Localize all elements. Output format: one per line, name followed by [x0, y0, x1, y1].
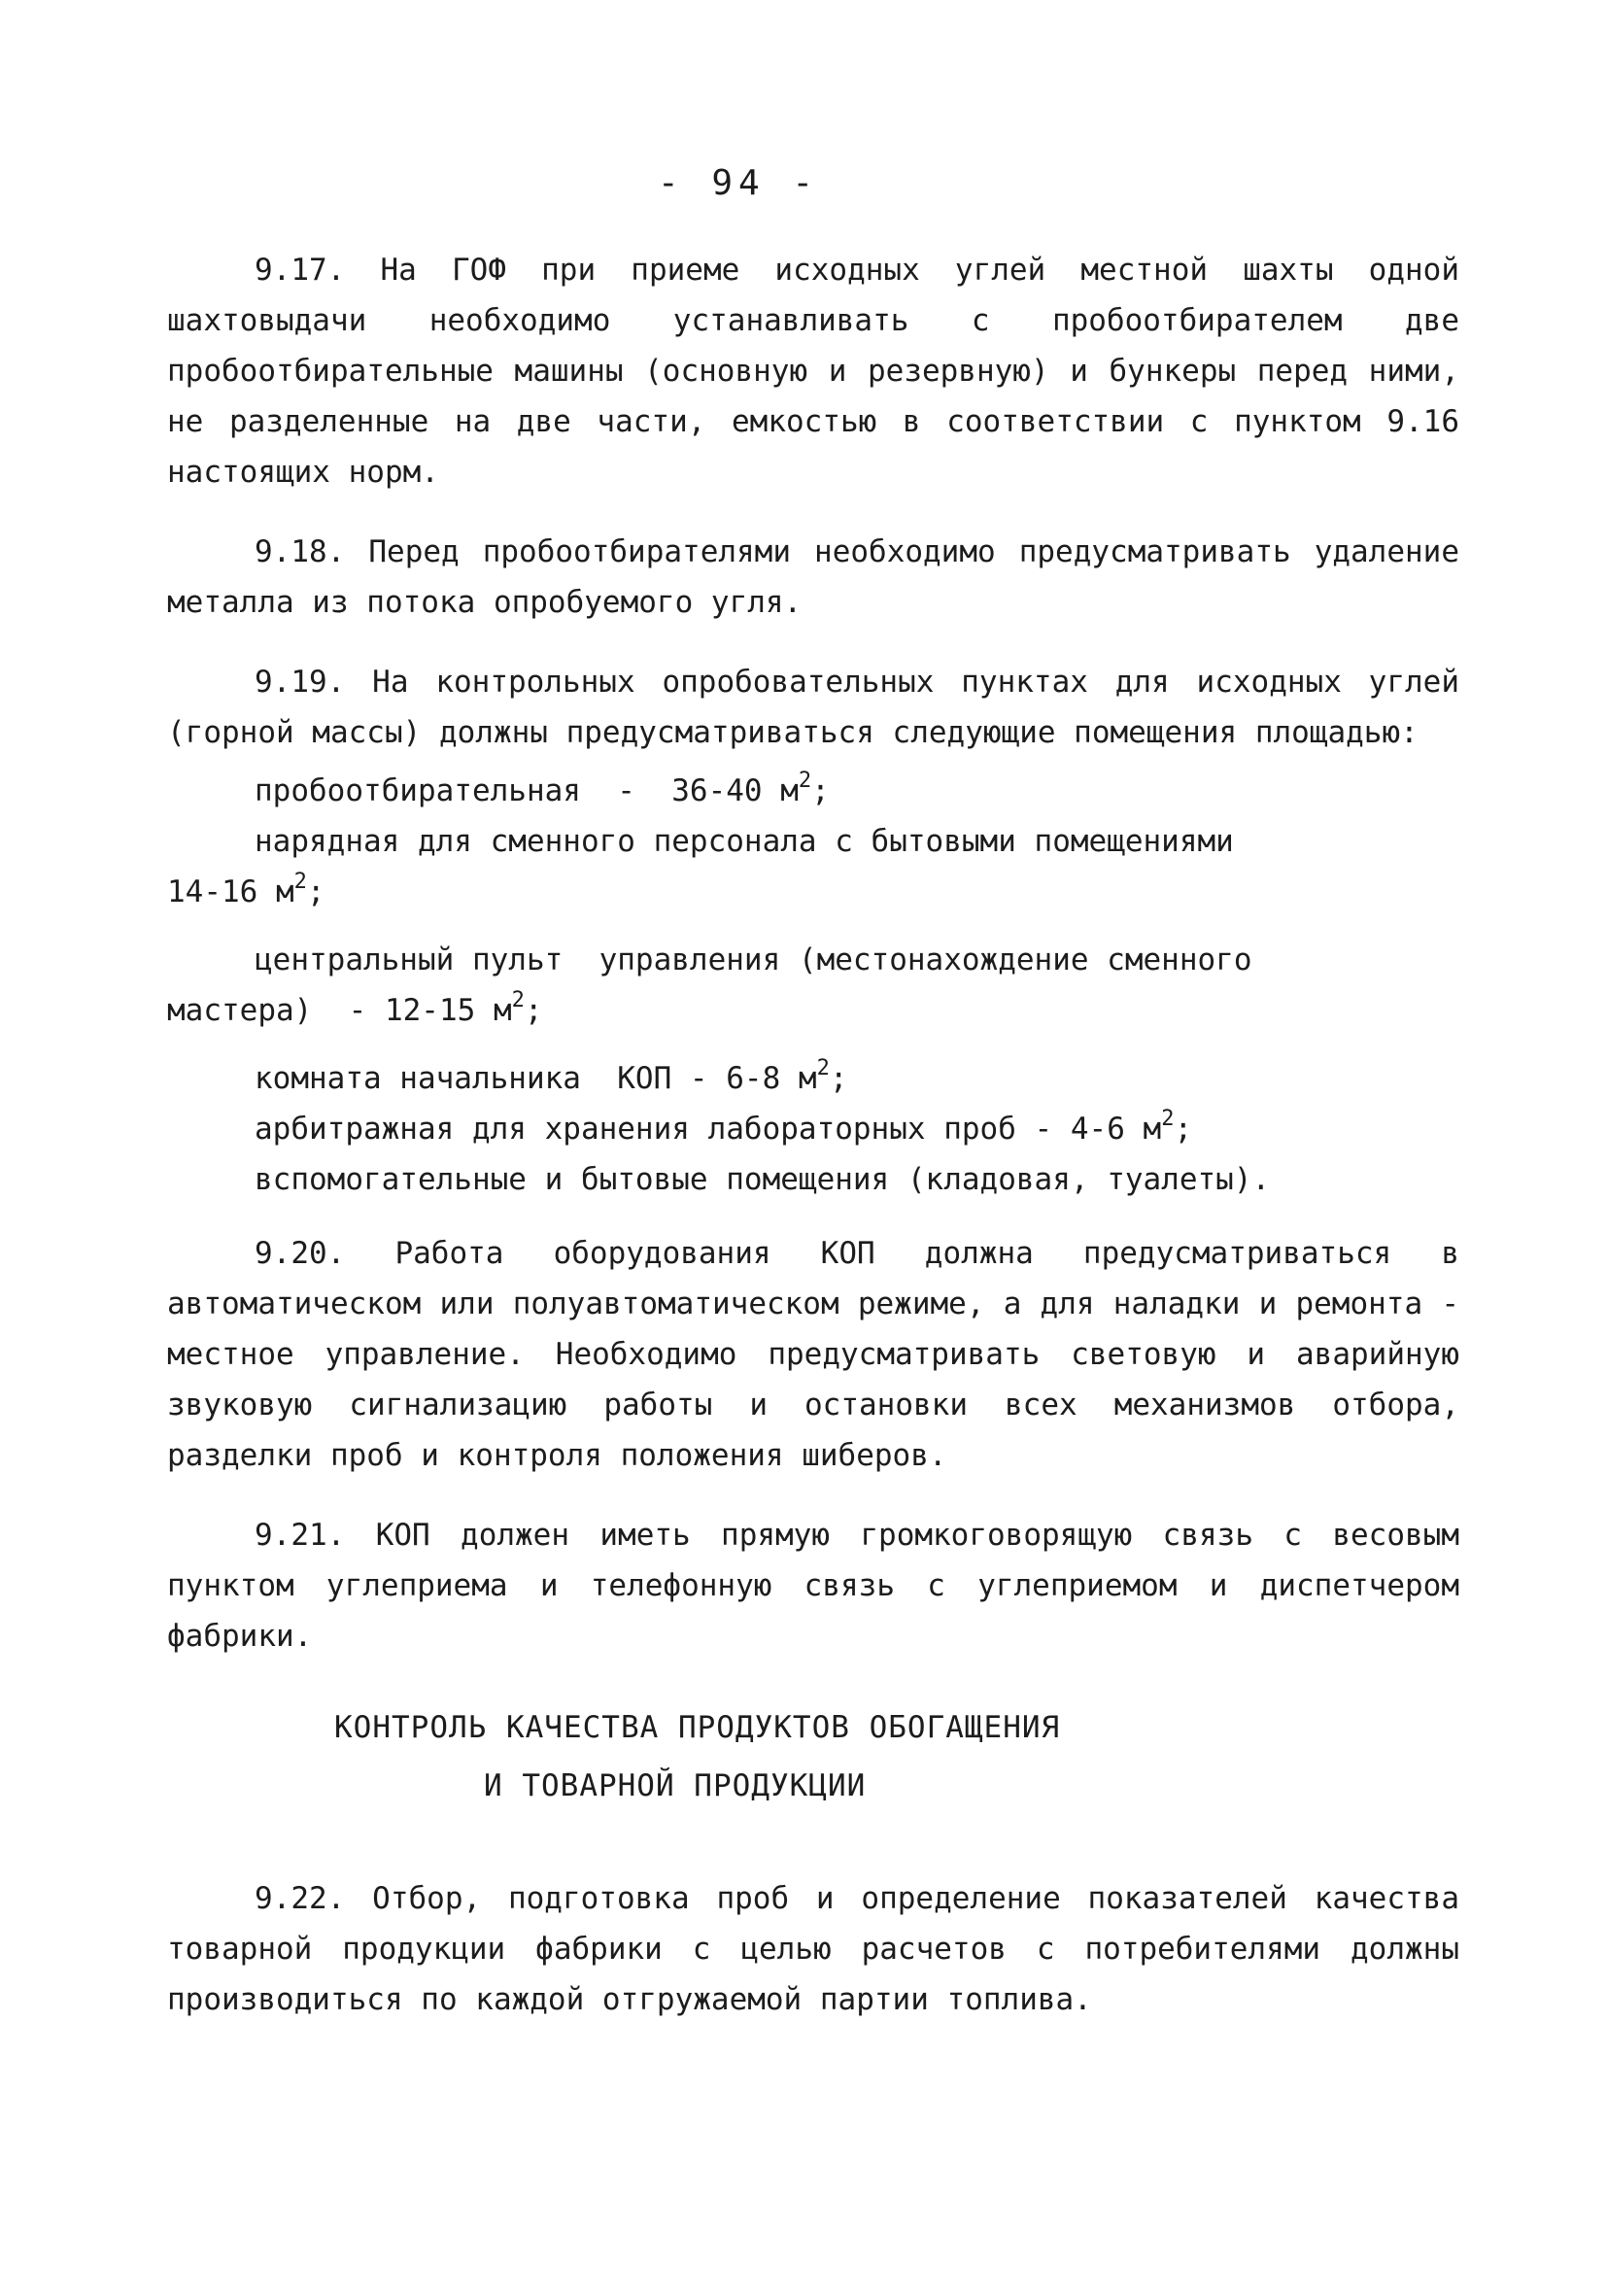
premises-list [167, 766, 1459, 1205]
paragraph-number: 9.21. [255, 1518, 346, 1553]
paragraph-9-22 [167, 1873, 1459, 2025]
document-body [167, 245, 1459, 2054]
list-item: пробоотбирательная - 36-40 $м^2$; [255, 769, 830, 808]
section-heading-subline: И ТОВАРНОЙ ПРОДУКЦИИ [484, 1768, 867, 1803]
paragraph-9-21 [167, 1510, 1459, 1662]
paragraph-text: Перед пробоотбирателями необходимо предусматривать удаление металла из потока опробуемого угля. [167, 534, 1460, 620]
list-item: вспомогательные и бытовые помещения (кладовая, туалеты). [255, 1162, 1271, 1197]
paragraph-number: 9.20. [255, 1236, 346, 1271]
paragraph-text: Отбор, подготовка проб и определение показателей качества товарной продукции фабрики с целью расчетов с потребителями должны производиться по каждой отгружаемой партии топлива. [167, 1881, 1460, 2017]
paragraph-number: 9.19. [255, 665, 346, 700]
paragraph-9-18 [167, 527, 1459, 628]
list-item: 14-16 $м^2$; [167, 870, 325, 909]
paragraph-9-19 [167, 657, 1459, 758]
paragraph-text: На ГОФ при приеме исходных углей местной шахты одной шахтовыдачи необходимо устанавливать с пробоотбирателем две пробоотбирательные машины (основную и резервную) и бункеры перед ними, не разделенные на две части, емкостью в соответствии с пунктом 9.16 настоящих норм. [167, 253, 1459, 490]
list-item: мастера) - 12-15 $м^2$; [167, 988, 543, 1028]
paragraph-number: 9.22. [255, 1881, 346, 1916]
list-item: арбитражная для хранения лабораторных проб - 4-6 $м^2$; [255, 1107, 1193, 1147]
list-item: нарядная для сменного персонала с бытовыми помещениями [255, 824, 1234, 859]
list-item: комната начальника КОП - 6-8 $м^2$; [255, 1056, 848, 1096]
paragraph-9-20 [167, 1228, 1459, 1481]
list-item: центральный пульт управления (местонахождение сменного [255, 942, 1252, 977]
paragraph-number: 9.17. [255, 253, 346, 288]
page-number: - 94 - [657, 163, 820, 203]
paragraph-number: 9.18. [255, 534, 346, 569]
paragraph-9-17 [167, 245, 1459, 497]
paragraph-text: Работа оборудования КОП должна предусматриваться в автоматическом или полуавтоматическом режиме, а для наладки и ремонта - местное управление. Необходимо предусматривать световую и аварийную звуковую сигнализацию работы и остановки всех механизмов отбора, разделки проб и контроля положения шиберов. [167, 1236, 1459, 1473]
section-heading: КОНТРОЛЬ КАЧЕСТВА ПРОДУКТОВ ОБОГАЩЕНИЯ [334, 1710, 1061, 1745]
paragraph-text: КОП должен иметь прямую громкоговорящую связь с весовым пунктом углеприема и телефонную связь с углеприемом и диспетчером фабрики. [167, 1518, 1459, 1654]
paragraph-text: На контрольных опробовательных пунктах для исходных углей (горной массы) должны предусматриваться следующие помещения площадью: [167, 665, 1460, 750]
